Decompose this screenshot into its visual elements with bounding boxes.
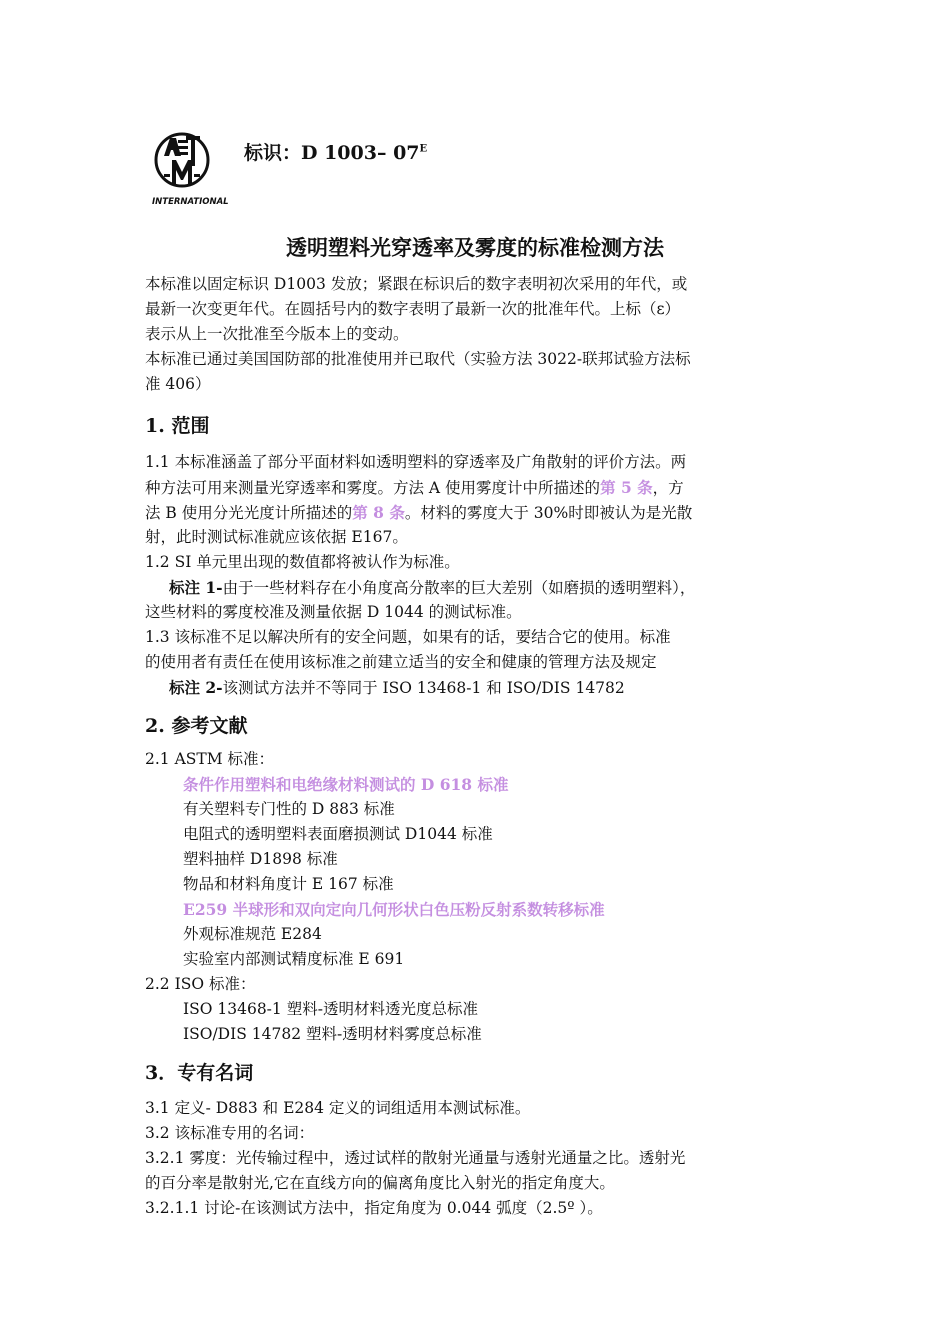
intro-line: 表示从上一次批准至今版本上的变动。 bbox=[145, 325, 409, 343]
reference-item-e259[interactable]: E259 半球形和双向定向几何形状白色压粉反射系数转移标准 bbox=[183, 900, 605, 919]
reference-item: 塑料抽样 D1898 标准 bbox=[183, 850, 338, 868]
scope-line: 法 B 使用分光光度计所描述的第 8 条。材料的雾度大于 30%时即被认为是光散 bbox=[145, 503, 693, 522]
designation bbox=[244, 138, 427, 165]
intro-line: 最新一次变更年代。在圆括号内的数字表明了最新一次的批准年代。上标（ε） bbox=[145, 300, 681, 318]
note-2-label: 标注 2- bbox=[169, 678, 223, 697]
terminology-line: 3.2.1.1 讨论-在该测试方法中，指定角度为 0.044 弧度（2.5º ）。 bbox=[145, 1199, 603, 1217]
reference-item-d618[interactable]: 条件作用塑料和电绝缘材料测试的 D 618 标准 bbox=[183, 775, 509, 794]
scope-line: 1.1 本标准涵盖了部分平面材料如透明塑料的穿透率及广角散射的评价方法。两 bbox=[145, 453, 687, 471]
designation-superscript: E bbox=[419, 143, 428, 155]
section-8-link[interactable]: 第 8 条 bbox=[352, 503, 405, 522]
section-references-body bbox=[145, 747, 810, 1047]
note-1: 标注 1-由于一些材料存在小角度高分散率的巨大差别（如磨损的透明塑料）， bbox=[169, 578, 696, 597]
scope-line: 的使用者有责任在使用该标准之前建立适当的安全和健康的管理方法及规定 bbox=[145, 653, 657, 671]
document-title: 透明塑料光穿透率及雾度的标准检测方法 bbox=[286, 235, 664, 260]
astm-logo bbox=[150, 126, 240, 208]
section-terminology-body bbox=[145, 1096, 810, 1221]
terminology-line: 3.2 该标准专用的名词： bbox=[145, 1124, 315, 1142]
iso-standards-label: 2.2 ISO 标准： bbox=[145, 975, 256, 993]
reference-item: 外观标准规范 E284 bbox=[183, 925, 322, 943]
scope-line: 1.3 该标准不足以解决所有的安全问题，如果有的话，要结合它的使用。标准 bbox=[145, 628, 671, 646]
reference-item: 有关塑料专门性的 D 883 标准 bbox=[183, 800, 395, 818]
terminology-line: 的百分率是散射光,它在直线方向的偏离角度比入射光的指定角度大。 bbox=[145, 1174, 615, 1192]
note-1-label: 标注 1- bbox=[169, 578, 223, 597]
astm-standards-label: 2.1 ASTM 标准： bbox=[145, 750, 275, 768]
intro-line: 本标准以固定标识 D1003 发放；紧跟在标识后的数字表明初次采用的年代，或 bbox=[145, 275, 688, 293]
reference-item: 实验室内部测试精度标准 E 691 bbox=[183, 950, 405, 968]
note-1-cont: 这些材料的雾度校准及测量依据 D 1044 的测试标准。 bbox=[145, 603, 522, 621]
reference-item: ISO 13468-1 塑料-透明材料透光度总标准 bbox=[183, 1000, 478, 1018]
reference-item: 电阻式的透明塑料表面磨损测试 D1044 标准 bbox=[183, 825, 493, 843]
section-5-link[interactable]: 第 5 条 bbox=[600, 478, 653, 497]
scope-line: 种方法可用来测量光穿透率和雾度。方法 A 使用雾度计中所描述的第 5 条，方 bbox=[145, 478, 684, 497]
intro-line: 本标准已通过美国国防部的批准使用并已取代（实验方法 3022-联邦试验方法标 bbox=[145, 350, 691, 368]
section-heading-references: 2. 参考文献 bbox=[145, 715, 248, 737]
designation-text: 标识：D 1003– 07 bbox=[244, 142, 420, 164]
section-scope-body bbox=[145, 450, 810, 700]
intro-line: 准 406） bbox=[145, 375, 211, 393]
section-heading-terminology: 3．专有名词 bbox=[145, 1062, 254, 1084]
reference-item: 物品和材料角度计 E 167 标准 bbox=[183, 875, 394, 893]
terminology-line: 3.2.1 雾度：光传输过程中，透过试样的散射光通量与透射光通量之比。透射光 bbox=[145, 1149, 686, 1167]
reference-item: ISO/DIS 14782 塑料-透明材料雾度总标准 bbox=[183, 1025, 482, 1043]
note-2: 标注 2-该测试方法并不等同于 ISO 13468-1 和 ISO/DIS 14782 bbox=[169, 678, 625, 697]
section-heading-scope: 1. 范围 bbox=[145, 415, 210, 437]
scope-line: 1.2 SI 单元里出现的数值都将被认作为标准。 bbox=[145, 553, 460, 571]
scope-line: 射，此时测试标准就应该依据 E167。 bbox=[145, 528, 408, 546]
terminology-line: 3.1 定义- D883 和 E284 定义的词组适用本测试标准。 bbox=[145, 1099, 531, 1117]
logo-text: INTERNATIONAL bbox=[152, 197, 229, 207]
intro-paragraph bbox=[145, 272, 810, 397]
